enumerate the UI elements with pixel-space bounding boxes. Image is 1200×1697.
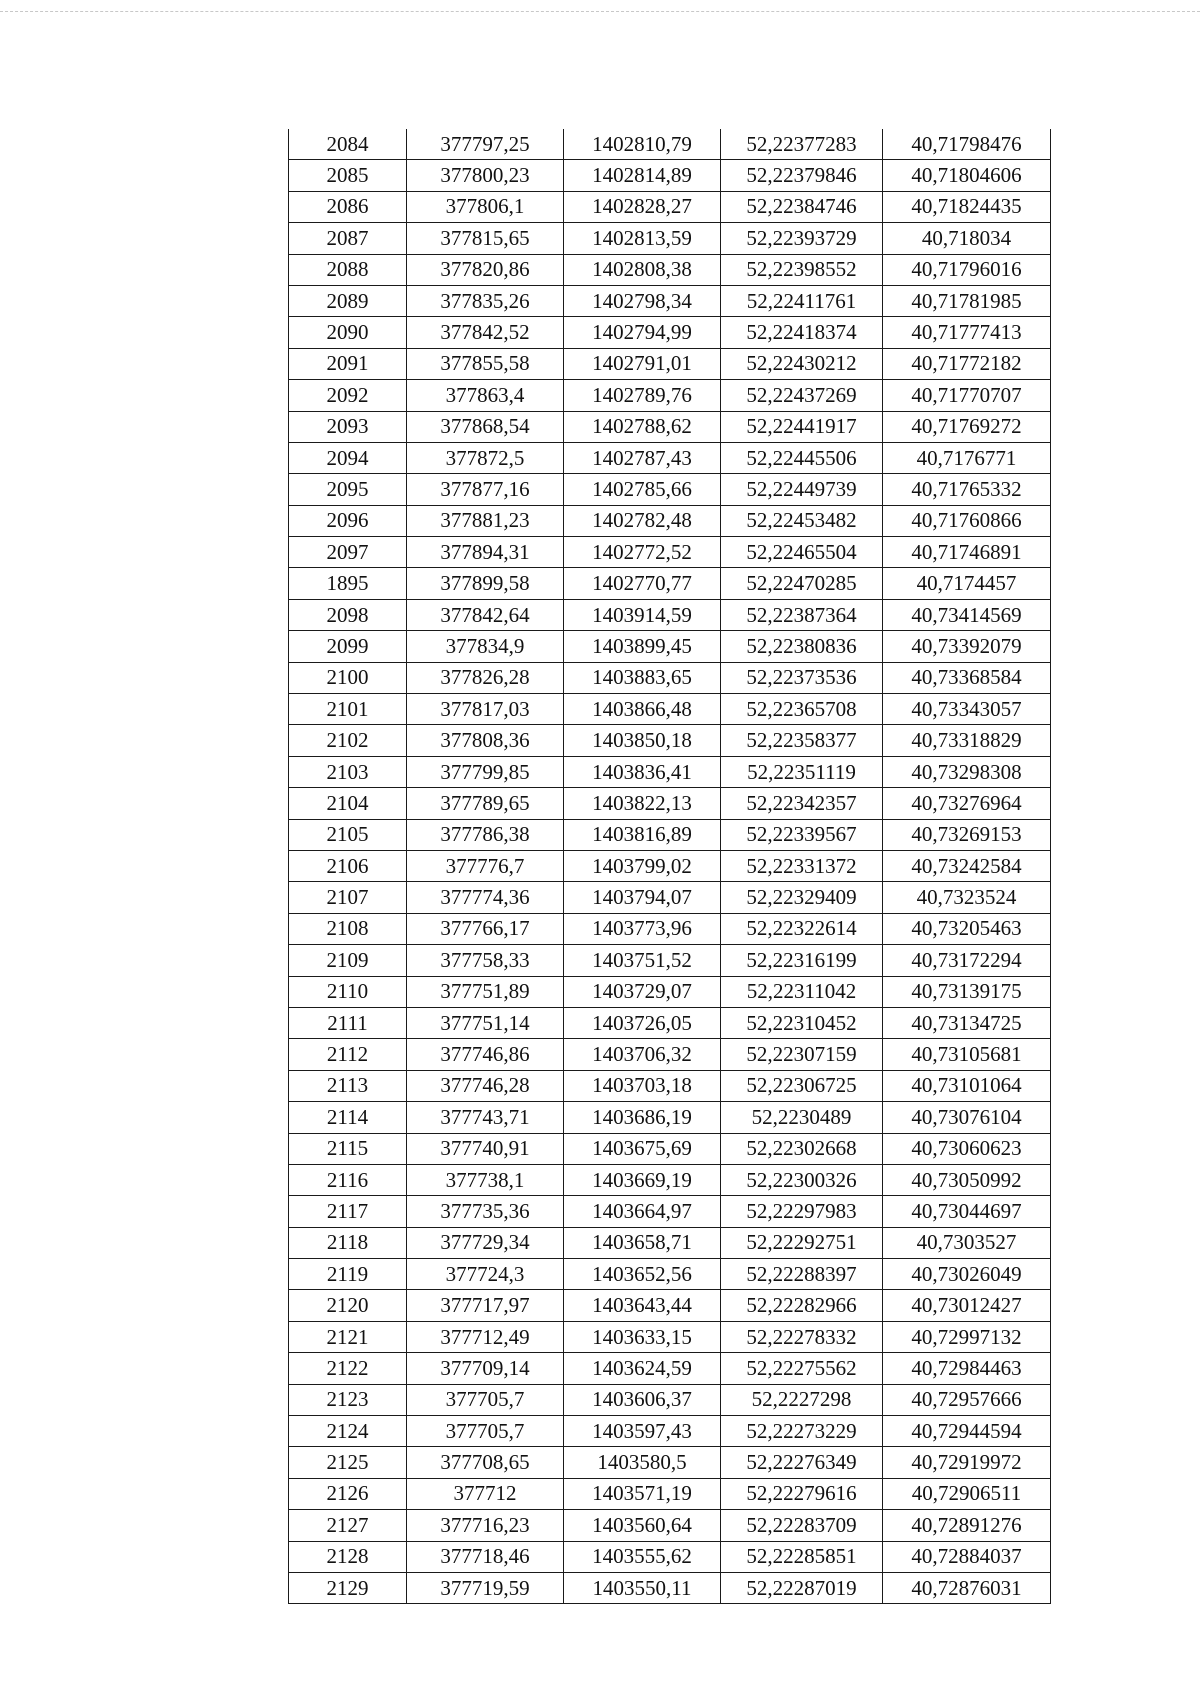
y-coordinate-cell: 1403706,32 [564,1039,721,1070]
x-coordinate-cell: 377789,65 [407,788,564,819]
x-coordinate-cell: 377743,71 [407,1102,564,1133]
table-row [289,1447,1051,1478]
table-row [289,819,1051,850]
longitude-cell: 40,7174457 [883,568,1051,599]
table-row [289,1353,1051,1384]
point-number-cell: 2119 [289,1259,407,1290]
latitude-cell: 52,22273229 [721,1416,883,1447]
table-row [289,348,1051,379]
longitude-cell: 40,72906511 [883,1478,1051,1509]
latitude-cell: 52,22351119 [721,756,883,787]
x-coordinate-cell: 377724,3 [407,1259,564,1290]
latitude-cell: 52,22297983 [721,1196,883,1227]
latitude-cell: 52,22276349 [721,1447,883,1478]
x-coordinate-cell: 377842,52 [407,317,564,348]
y-coordinate-cell: 1402782,48 [564,505,721,536]
point-number-cell: 2104 [289,788,407,819]
latitude-cell: 52,22387364 [721,599,883,630]
latitude-cell: 52,22380836 [721,631,883,662]
y-coordinate-cell: 1403751,52 [564,945,721,976]
table-row [289,1070,1051,1101]
y-coordinate-cell: 1403664,97 [564,1196,721,1227]
point-number-cell: 2096 [289,505,407,536]
y-coordinate-cell: 1403729,07 [564,976,721,1007]
latitude-cell: 52,22377283 [721,129,883,160]
x-coordinate-cell: 377868,54 [407,411,564,442]
x-coordinate-cell: 377863,4 [407,380,564,411]
point-number-cell: 1895 [289,568,407,599]
y-coordinate-cell: 1403555,62 [564,1541,721,1572]
table-row [289,1290,1051,1321]
y-coordinate-cell: 1403799,02 [564,850,721,881]
point-number-cell: 2129 [289,1572,407,1603]
y-coordinate-cell: 1403624,59 [564,1353,721,1384]
latitude-cell: 52,22300326 [721,1164,883,1195]
table-row [289,1541,1051,1572]
longitude-cell: 40,72997132 [883,1321,1051,1352]
latitude-cell: 52,22311042 [721,976,883,1007]
table-row [289,1007,1051,1038]
x-coordinate-cell: 377746,28 [407,1070,564,1101]
x-coordinate-cell: 377894,31 [407,537,564,568]
point-number-cell: 2117 [289,1196,407,1227]
latitude-cell: 52,22445506 [721,442,883,473]
y-coordinate-cell: 1402810,79 [564,129,721,160]
table-row [289,631,1051,662]
table-row [289,1416,1051,1447]
longitude-cell: 40,71772182 [883,348,1051,379]
latitude-cell: 52,22316199 [721,945,883,976]
longitude-cell: 40,73269153 [883,819,1051,850]
page-top-rule [0,11,1200,12]
point-number-cell: 2106 [289,850,407,881]
latitude-cell: 52,22365708 [721,694,883,725]
table-row [289,1259,1051,1290]
y-coordinate-cell: 1403633,15 [564,1321,721,1352]
latitude-cell: 52,22411761 [721,285,883,316]
point-number-cell: 2089 [289,285,407,316]
latitude-cell: 52,22418374 [721,317,883,348]
y-coordinate-cell: 1402808,38 [564,254,721,285]
table-row [289,160,1051,191]
y-coordinate-cell: 1403883,65 [564,662,721,693]
y-coordinate-cell: 1403822,13 [564,788,721,819]
point-number-cell: 2097 [289,537,407,568]
point-number-cell: 2113 [289,1070,407,1101]
x-coordinate-cell: 377705,7 [407,1416,564,1447]
point-number-cell: 2120 [289,1290,407,1321]
x-coordinate-cell: 377729,34 [407,1227,564,1258]
point-number-cell: 2110 [289,976,407,1007]
point-number-cell: 2087 [289,223,407,254]
x-coordinate-cell: 377817,03 [407,694,564,725]
x-coordinate-cell: 377899,58 [407,568,564,599]
longitude-cell: 40,73026049 [883,1259,1051,1290]
point-number-cell: 2084 [289,129,407,160]
x-coordinate-cell: 377717,97 [407,1290,564,1321]
table-row [289,411,1051,442]
table-row [289,474,1051,505]
latitude-cell: 52,22302668 [721,1133,883,1164]
y-coordinate-cell: 1402791,01 [564,348,721,379]
point-number-cell: 2091 [289,348,407,379]
y-coordinate-cell: 1403550,11 [564,1572,721,1603]
table-row [289,694,1051,725]
x-coordinate-cell: 377746,86 [407,1039,564,1070]
latitude-cell: 52,22465504 [721,537,883,568]
y-coordinate-cell: 1403836,41 [564,756,721,787]
longitude-cell: 40,73050992 [883,1164,1051,1195]
latitude-cell: 52,22342357 [721,788,883,819]
y-coordinate-cell: 1403560,64 [564,1510,721,1541]
latitude-cell: 52,22430212 [721,348,883,379]
x-coordinate-cell: 377705,7 [407,1384,564,1415]
x-coordinate-cell: 377751,14 [407,1007,564,1038]
point-number-cell: 2127 [289,1510,407,1541]
latitude-cell: 52,22285851 [721,1541,883,1572]
x-coordinate-cell: 377708,65 [407,1447,564,1478]
latitude-cell: 52,22287019 [721,1572,883,1603]
point-number-cell: 2115 [289,1133,407,1164]
longitude-cell: 40,72957666 [883,1384,1051,1415]
latitude-cell: 52,22449739 [721,474,883,505]
table-row [289,599,1051,630]
longitude-cell: 40,72876031 [883,1572,1051,1603]
y-coordinate-cell: 1402794,99 [564,317,721,348]
point-number-cell: 2125 [289,1447,407,1478]
table-row [289,568,1051,599]
x-coordinate-cell: 377709,14 [407,1353,564,1384]
longitude-cell: 40,71798476 [883,129,1051,160]
table-row [289,976,1051,1007]
latitude-cell: 52,22437269 [721,380,883,411]
y-coordinate-cell: 1402828,27 [564,191,721,222]
x-coordinate-cell: 377877,16 [407,474,564,505]
point-number-cell: 2095 [289,474,407,505]
latitude-cell: 52,22310452 [721,1007,883,1038]
longitude-cell: 40,73318829 [883,725,1051,756]
table-row [289,1572,1051,1603]
longitude-cell: 40,71824435 [883,191,1051,222]
longitude-cell: 40,71777413 [883,317,1051,348]
table-row [289,850,1051,881]
longitude-cell: 40,71769272 [883,411,1051,442]
longitude-cell: 40,718034 [883,223,1051,254]
table-row [289,945,1051,976]
longitude-cell: 40,73172294 [883,945,1051,976]
latitude-cell: 52,22275562 [721,1353,883,1384]
longitude-cell: 40,7176771 [883,442,1051,473]
table-row [289,788,1051,819]
y-coordinate-cell: 1403703,18 [564,1070,721,1101]
y-coordinate-cell: 1403675,69 [564,1133,721,1164]
latitude-cell: 52,22282966 [721,1290,883,1321]
y-coordinate-cell: 1402798,34 [564,285,721,316]
longitude-cell: 40,73414569 [883,599,1051,630]
x-coordinate-cell: 377826,28 [407,662,564,693]
table-row [289,505,1051,536]
longitude-cell: 40,73101064 [883,1070,1051,1101]
longitude-cell: 40,71804606 [883,160,1051,191]
table-row [289,913,1051,944]
y-coordinate-cell: 1403866,48 [564,694,721,725]
point-number-cell: 2109 [289,945,407,976]
point-number-cell: 2100 [289,662,407,693]
point-number-cell: 2102 [289,725,407,756]
x-coordinate-cell: 377800,23 [407,160,564,191]
latitude-cell: 52,22292751 [721,1227,883,1258]
x-coordinate-cell: 377718,46 [407,1541,564,1572]
point-number-cell: 2108 [289,913,407,944]
latitude-cell: 52,22279616 [721,1478,883,1509]
latitude-cell: 52,22358377 [721,725,883,756]
point-number-cell: 2086 [289,191,407,222]
longitude-cell: 40,73044697 [883,1196,1051,1227]
latitude-cell: 52,22453482 [721,505,883,536]
longitude-cell: 40,72891276 [883,1510,1051,1541]
latitude-cell: 52,22322614 [721,913,883,944]
point-number-cell: 2118 [289,1227,407,1258]
point-number-cell: 2121 [289,1321,407,1352]
point-number-cell: 2105 [289,819,407,850]
latitude-cell: 52,22278332 [721,1321,883,1352]
table-row [289,1478,1051,1509]
y-coordinate-cell: 1402789,76 [564,380,721,411]
x-coordinate-cell: 377835,26 [407,285,564,316]
longitude-cell: 40,73139175 [883,976,1051,1007]
table-row [289,1321,1051,1352]
longitude-cell: 40,71781985 [883,285,1051,316]
x-coordinate-cell: 377716,23 [407,1510,564,1541]
x-coordinate-cell: 377799,85 [407,756,564,787]
table-row [289,380,1051,411]
point-number-cell: 2090 [289,317,407,348]
table-row [289,1196,1051,1227]
latitude-cell: 52,22307159 [721,1039,883,1070]
longitude-cell: 40,71770707 [883,380,1051,411]
point-number-cell: 2093 [289,411,407,442]
longitude-cell: 40,73242584 [883,850,1051,881]
x-coordinate-cell: 377881,23 [407,505,564,536]
longitude-cell: 40,73134725 [883,1007,1051,1038]
table-row [289,882,1051,913]
latitude-cell: 52,22331372 [721,850,883,881]
y-coordinate-cell: 1402813,59 [564,223,721,254]
longitude-cell: 40,7303527 [883,1227,1051,1258]
y-coordinate-cell: 1402772,52 [564,537,721,568]
y-coordinate-cell: 1403686,19 [564,1102,721,1133]
point-number-cell: 2111 [289,1007,407,1038]
point-number-cell: 2112 [289,1039,407,1070]
longitude-cell: 40,73012427 [883,1290,1051,1321]
latitude-cell: 52,22283709 [721,1510,883,1541]
latitude-cell: 52,22470285 [721,568,883,599]
point-number-cell: 2088 [289,254,407,285]
table-row [289,725,1051,756]
latitude-cell: 52,22379846 [721,160,883,191]
table-row [289,1102,1051,1133]
latitude-cell: 52,22398552 [721,254,883,285]
x-coordinate-cell: 377806,1 [407,191,564,222]
point-number-cell: 2114 [289,1102,407,1133]
table-row [289,756,1051,787]
table-row [289,191,1051,222]
y-coordinate-cell: 1403606,37 [564,1384,721,1415]
x-coordinate-cell: 377797,25 [407,129,564,160]
y-coordinate-cell: 1402814,89 [564,160,721,191]
longitude-cell: 40,73276964 [883,788,1051,819]
y-coordinate-cell: 1402770,77 [564,568,721,599]
longitude-cell: 40,73076104 [883,1102,1051,1133]
longitude-cell: 40,72944594 [883,1416,1051,1447]
x-coordinate-cell: 377820,86 [407,254,564,285]
longitude-cell: 40,73343057 [883,694,1051,725]
table-row [289,285,1051,316]
x-coordinate-cell: 377834,9 [407,631,564,662]
table-row [289,537,1051,568]
latitude-cell: 52,22288397 [721,1259,883,1290]
latitude-cell: 52,22384746 [721,191,883,222]
x-coordinate-cell: 377738,1 [407,1164,564,1195]
table-row [289,129,1051,160]
longitude-cell: 40,72919972 [883,1447,1051,1478]
latitude-cell: 52,2227298 [721,1384,883,1415]
x-coordinate-cell: 377808,36 [407,725,564,756]
x-coordinate-cell: 377842,64 [407,599,564,630]
point-number-cell: 2122 [289,1353,407,1384]
point-number-cell: 2094 [289,442,407,473]
latitude-cell: 52,22441917 [721,411,883,442]
point-number-cell: 2123 [289,1384,407,1415]
table-row [289,223,1051,254]
point-number-cell: 2099 [289,631,407,662]
longitude-cell: 40,71796016 [883,254,1051,285]
table-row [289,662,1051,693]
x-coordinate-cell: 377872,5 [407,442,564,473]
point-number-cell: 2085 [289,160,407,191]
point-number-cell: 2092 [289,380,407,411]
longitude-cell: 40,71765332 [883,474,1051,505]
x-coordinate-cell: 377751,89 [407,976,564,1007]
x-coordinate-cell: 377815,65 [407,223,564,254]
longitude-cell: 40,73205463 [883,913,1051,944]
x-coordinate-cell: 377855,58 [407,348,564,379]
table-row [289,254,1051,285]
point-number-cell: 2126 [289,1478,407,1509]
longitude-cell: 40,73392079 [883,631,1051,662]
y-coordinate-cell: 1403597,43 [564,1416,721,1447]
point-number-cell: 2101 [289,694,407,725]
table-row [289,1384,1051,1415]
y-coordinate-cell: 1402788,62 [564,411,721,442]
longitude-cell: 40,72884037 [883,1541,1051,1572]
x-coordinate-cell: 377766,17 [407,913,564,944]
y-coordinate-cell: 1403669,19 [564,1164,721,1195]
point-number-cell: 2116 [289,1164,407,1195]
x-coordinate-cell: 377712 [407,1478,564,1509]
table-row [289,1039,1051,1070]
x-coordinate-cell: 377786,38 [407,819,564,850]
longitude-cell: 40,72984463 [883,1353,1051,1384]
x-coordinate-cell: 377758,33 [407,945,564,976]
y-coordinate-cell: 1403652,56 [564,1259,721,1290]
coordinates-table-body [289,129,1051,1604]
y-coordinate-cell: 1403850,18 [564,725,721,756]
y-coordinate-cell: 1403658,71 [564,1227,721,1258]
y-coordinate-cell: 1403899,45 [564,631,721,662]
table-row [289,1164,1051,1195]
y-coordinate-cell: 1403773,96 [564,913,721,944]
y-coordinate-cell: 1403580,5 [564,1447,721,1478]
x-coordinate-cell: 377719,59 [407,1572,564,1603]
longitude-cell: 40,73368584 [883,662,1051,693]
x-coordinate-cell: 377740,91 [407,1133,564,1164]
latitude-cell: 52,22329409 [721,882,883,913]
point-number-cell: 2128 [289,1541,407,1572]
table-row [289,442,1051,473]
coordinates-table [288,129,1051,1604]
y-coordinate-cell: 1403643,44 [564,1290,721,1321]
longitude-cell: 40,71746891 [883,537,1051,568]
latitude-cell: 52,22393729 [721,223,883,254]
latitude-cell: 52,22373536 [721,662,883,693]
table-row [289,1227,1051,1258]
longitude-cell: 40,73105681 [883,1039,1051,1070]
x-coordinate-cell: 377735,36 [407,1196,564,1227]
y-coordinate-cell: 1403816,89 [564,819,721,850]
y-coordinate-cell: 1403794,07 [564,882,721,913]
y-coordinate-cell: 1403914,59 [564,599,721,630]
longitude-cell: 40,73298308 [883,756,1051,787]
y-coordinate-cell: 1402785,66 [564,474,721,505]
longitude-cell: 40,7323524 [883,882,1051,913]
point-number-cell: 2107 [289,882,407,913]
x-coordinate-cell: 377712,49 [407,1321,564,1352]
latitude-cell: 52,2230489 [721,1102,883,1133]
y-coordinate-cell: 1403726,05 [564,1007,721,1038]
point-number-cell: 2098 [289,599,407,630]
latitude-cell: 52,22306725 [721,1070,883,1101]
y-coordinate-cell: 1403571,19 [564,1478,721,1509]
y-coordinate-cell: 1402787,43 [564,442,721,473]
point-number-cell: 2103 [289,756,407,787]
table-row [289,317,1051,348]
longitude-cell: 40,71760866 [883,505,1051,536]
table-row [289,1510,1051,1541]
x-coordinate-cell: 377774,36 [407,882,564,913]
x-coordinate-cell: 377776,7 [407,850,564,881]
point-number-cell: 2124 [289,1416,407,1447]
latitude-cell: 52,22339567 [721,819,883,850]
table-row [289,1133,1051,1164]
longitude-cell: 40,73060623 [883,1133,1051,1164]
